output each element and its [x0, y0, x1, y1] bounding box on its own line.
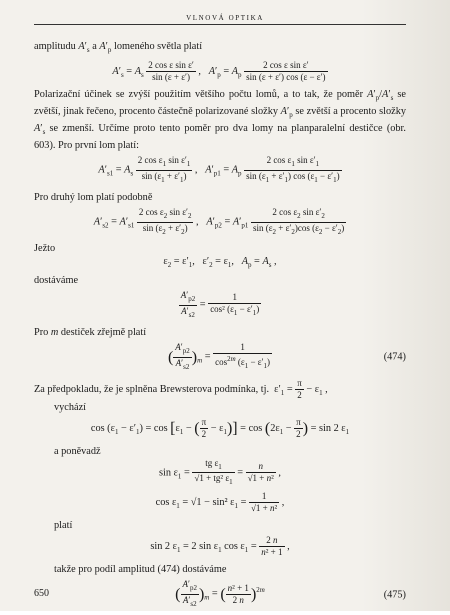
equation-number-474: (474) [383, 351, 406, 363]
para-3: Pro druhý lom platí podobně [34, 191, 153, 203]
para-9: a poněvadž [54, 445, 101, 457]
para-5: dostáváme [34, 275, 79, 287]
para-1: amplitudu $A'_s$ a $A'_p$ lomeného světla platí [34, 41, 203, 55]
equation-first-refraction: $A'_{s1} = A_s$ $\frac{2 \cos \varepsilon_1 \sin \varepsilon'_1}{\sin (\varepsilon_1 + \varepsilon'_1)}$ , $A'_{p1} = A_p$ $\frac{2 \cos \varepsilon_1 \sin \varepsilon'_1}{\sin (\varepsilon_1 + \varepsilon'_1) \cos (\varepsilon_1 - \varepsilon'_1)}$ [98, 155, 340, 184]
equation-475: ( $\frac{A'_{p2}}{A'_{s2}}$ )$_m$ = ( $\frac{\text{n² + 1}}{2 n}$ )$^{2m}$ (475) [175, 579, 406, 608]
para-2: Polarizační účinek se zvýší použitím většího počtu lomů, a to tak, že poměr $A'_p/A'_s$ se zvětší, jinak řečeno, procento částečně polarizované složky $A'_p$ se zvětší a procento složky $A'_s$ se zmenší. Určíme proto tento poměr pro dva lomy na planparalelní destičce (obr. 603). Pro první lom platí: [34, 89, 406, 152]
equation-second-refraction: $A'_{s2} = A'_{s1}$ $\frac{2 \cos \varepsilon_2 \sin \varepsilon'_2}{\sin (\varepsilon_2 + \varepsilon'_2)}$ , $A'_{p2} = A'_{p1}$ $\frac{2 \cos \varepsilon_2 \sin \varepsilon'_2}{\sin (\varepsilon_2 + \varepsilon'_2)\cos (\varepsilon_2 - \varepsilon'_2)}$ [93, 206, 345, 236]
running-head: VLNOVÁ OPTIKA [186, 14, 264, 22]
body-text [34, 40, 406, 615]
header-rule [34, 24, 406, 25]
equation-ratio-two: $\frac{A'_{p2}}{A'_{s2}}$ = $\frac{1}{\cos^2 (\varepsilon_1 - \varepsilon'_1)}$ [180, 290, 260, 320]
equation-number-475: (475) [383, 589, 406, 600]
equation-474: ( $\frac{A'_{p2}}{A'_{s2}}$ )$_m$ = $\frac{1}{\cos^{2m} (\varepsilon_1 - \varepsilon'_1)}$ (474) [167, 342, 406, 371]
equation-cos-eps: $\cos \varepsilon_1 = √1 - \sin^2$ $\varepsilon_1$ = $\frac{1}{\text{√1 + n²}}$ , [155, 491, 285, 514]
para-4: Ježto [34, 243, 56, 255]
equation-cos: $\cos (\varepsilon_1 - \varepsilon'_1) = \cos [\varepsilon_1$ − ( $\frac{\pi}{2}$ − $\varepsilon_1)] = \cos (2\varepsilon_1$ − $\frac{\pi}{2}$ ) = sin 2 $\varepsilon_1$ [90, 416, 350, 439]
para-7: Za předpokladu, že je splněna Brewsterova podmínka, tj. $\varepsilon'_1$ = $\frac{\pi}{2}$ − $\varepsilon_1$ , [34, 377, 328, 400]
equation-sin: $\sin \varepsilon_1$ = $\frac{tg \varepsilon_1}{√1 + tg^2 \varepsilon_1}$ = $\frac{n}{\text{√1 + n²}}$ , [159, 457, 281, 487]
para-8: vychází [54, 401, 87, 413]
equation-sin2: sin 2 $\varepsilon_1 = 2$ $\sin \varepsilon_1$ $\cos \varepsilon_1$ = $\frac{2 n}{\text{n² + 1}}$ , [150, 535, 290, 558]
para-11: takže pro podíl amplitud (474) dostáváme [54, 564, 227, 576]
page-number: 650 [34, 588, 49, 599]
para-10: platí [54, 520, 73, 532]
equation-since: $\varepsilon_2 = \varepsilon'_1$, $\varepsilon'_2 = \varepsilon_1$, $A_p = A_s$ , [163, 256, 277, 270]
para-6: Pro m destiček zřejmě platí [34, 327, 147, 339]
equation-amplitudes: $A'_s = A_s$ $\frac{\text{2 cos ε sin ε′}}{\sin (\varepsilon + \varepsilon')}$ , $A'_p = A_p$ $\frac{\text{2 cos ε sin ε′}}{\sin (\varepsilon + \varepsilon') \cos (\varepsilon - \varepsilon')}$ [112, 60, 326, 83]
